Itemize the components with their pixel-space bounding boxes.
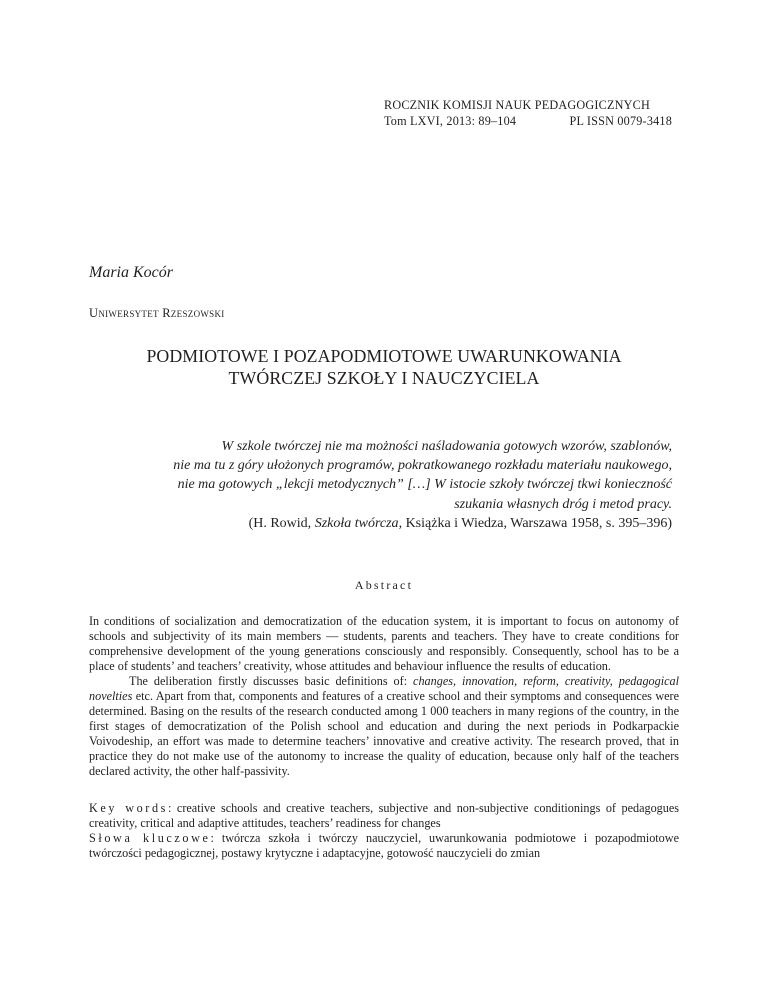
- keywords-en-text: : creative schools and creative teachers, subjective and non-subjective conditionings of pedagogues creativity, critical and adaptive attitudes, teachers’ readiness for changes: [89, 801, 680, 830]
- abstract-heading: Abstract: [354, 578, 414, 592]
- title-line-1: PODMIOTOWE I POZAPODMIOTOWE UWARUNKOWANIA: [146, 346, 622, 366]
- citation-prefix: (H. Rowid,: [248, 516, 315, 531]
- abstract-paragraph-2: [89, 674, 679, 779]
- journal-issn: PL ISSN 0079-3418: [569, 114, 672, 128]
- epigraph-quote: [112, 437, 672, 514]
- author-name: Maria Kocór: [89, 264, 173, 281]
- journal-volume: Tom LXVI, 2013: 89–104: [384, 114, 517, 128]
- epigraph-line: nie ma tu z góry ułożonych programów, pokratkowanego rozkładu materiału naukowego,: [173, 458, 672, 474]
- epigraph-citation: [249, 516, 672, 532]
- keywords-english: [89, 801, 679, 831]
- abstract-body: [89, 614, 679, 779]
- article-title: [89, 345, 679, 389]
- journal-meta: [384, 113, 672, 129]
- keywords-pl-text: : twórcza szkoła i twórczy nauczyciel, uwarunkowania podmiotowe i pozapodmiotowe twórczości pedagogicznej, postawy krytyczne i adaptacyjne, gotowość nauczycieli do zmian: [89, 831, 679, 860]
- abstract-p2-terms: changes, innovation, reform, creativity, pedagogical novelties: [89, 674, 679, 703]
- abstract-p2-rest: etc. Apart from that, components and features of a creative school and their symptoms and consequences were determined. Basing on the results of the research conducted among 1 000 teachers in many regions of the country, in the first stages of democratization of the Polish school and education and during the next periods in Podkarpackie Voivodeship, an effort was made to determine teachers’ innovative and creative activity. The research proved, that in practice they do not make use of the autonomy to increase the quality of education, because only half of the teachers declared activity, the other half-passivity.: [89, 689, 679, 778]
- journal-header: [384, 97, 672, 129]
- epigraph-line: W szkole twórczej nie ma możności naśladowania gotowych wzorów, szablonów,: [221, 439, 672, 454]
- epigraph-line: szukania własnych dróg i metod pracy.: [454, 496, 672, 512]
- abstract-paragraph-1: In conditions of socialization and democratization of the education system, it is important to focus on autonomy of schools and subjectivity of its main members — students, parents and teachers. They have to create conditions for comprehensive development of the young generations consciously and responsibly. Consequently, school has to be a place of students’ and teachers’ creativity, whose attitudes and behaviour influence the results of education.: [89, 614, 679, 673]
- keywords-pl-label: Słowa kluczowe: [89, 831, 211, 845]
- keywords-en-label: Key words: [89, 801, 169, 815]
- citation-title: Szkoła twórcza: [314, 516, 399, 531]
- title-line-2: TWÓRCZEJ SZKOŁY I NAUCZYCIELA: [228, 368, 540, 388]
- abstract-p2-start: The deliberation firstly discusses basic definitions of:: [129, 674, 414, 688]
- citation-suffix: , Książka i Wiedza, Warszawa 1958, s. 395–396): [398, 516, 672, 531]
- keywords-section: [89, 801, 679, 861]
- author-affiliation: Uniwersytet Rzeszowski: [89, 306, 225, 320]
- keywords-polish: [89, 831, 679, 861]
- epigraph-line: nie ma gotowych „lekcji metodycznych” […] W istocie szkoły twórczej tkwi konieczność: [177, 477, 672, 493]
- journal-name: ROCZNIK KOMISJI NAUK PEDAGOGICZNYCH: [384, 98, 650, 112]
